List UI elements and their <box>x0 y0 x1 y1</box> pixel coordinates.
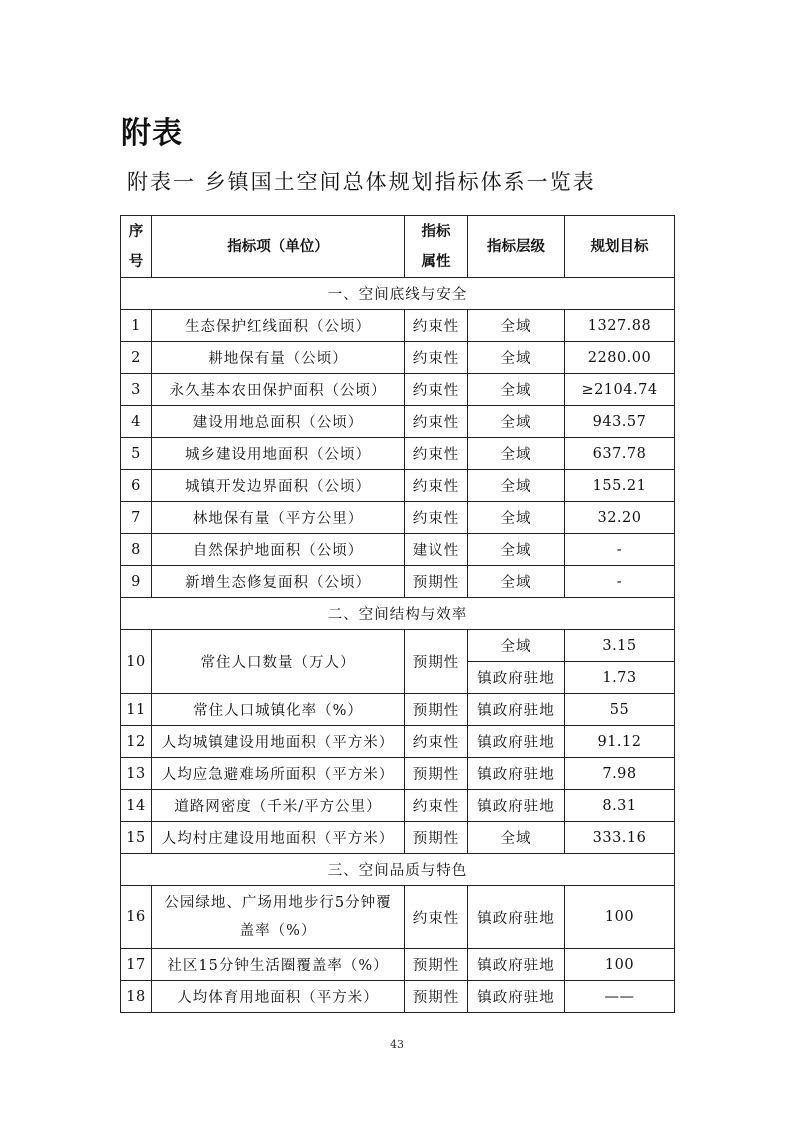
indicator-attr: 约束性 <box>405 790 468 822</box>
table-row <box>121 566 675 598</box>
row-number: 15 <box>121 822 152 854</box>
indicator-target: 2280.00 <box>565 342 675 374</box>
indicator-name: 社区15分钟生活圈覆盖率（%） <box>152 949 405 981</box>
indicator-attr: 预期性 <box>405 566 468 598</box>
indicator-attr: 预期性 <box>405 981 468 1013</box>
table-title: 附表一 乡镇国土空间总体规划指标体系一览表 <box>127 170 596 194</box>
indicator-target: 155.21 <box>565 470 675 502</box>
indicator-attr: 约束性 <box>405 470 468 502</box>
row-number: 5 <box>121 438 152 470</box>
row-number: 4 <box>121 406 152 438</box>
row-number: 3 <box>121 374 152 406</box>
indicator-attr: 约束性 <box>405 374 468 406</box>
indicator-target: 100 <box>565 886 675 949</box>
indicator-level: 镇政府驻地 <box>468 662 565 694</box>
table-row <box>121 981 675 1013</box>
indicator-target: - <box>565 534 675 566</box>
indicator-attr: 约束性 <box>405 342 468 374</box>
indicator-level: 镇政府驻地 <box>468 886 565 949</box>
indicator-level: 全域 <box>468 406 565 438</box>
indicator-attr: 约束性 <box>405 406 468 438</box>
indicator-target: —— <box>565 981 675 1013</box>
indicator-name: 建设用地总面积（公顷） <box>152 406 405 438</box>
indicator-attr: 预期性 <box>405 758 468 790</box>
indicator-target: 91.12 <box>565 726 675 758</box>
indicator-level: 全域 <box>468 470 565 502</box>
col-header-level: 指标层级 <box>468 216 565 278</box>
table-row <box>121 630 675 662</box>
indicator-target: 8.31 <box>565 790 675 822</box>
table-row <box>121 310 675 342</box>
indicator-attr: 预期性 <box>405 822 468 854</box>
table-row <box>121 886 675 949</box>
indicator-name: 永久基本农田保护面积（公顷） <box>152 374 405 406</box>
row-number: 11 <box>121 694 152 726</box>
indicator-attr: 预期性 <box>405 694 468 726</box>
indicator-level: 全域 <box>468 502 565 534</box>
indicator-name-line2: 盖率（%） <box>239 923 317 939</box>
section-title: 三、空间品质与特色 <box>121 854 675 886</box>
row-number: 13 <box>121 758 152 790</box>
col-header-target: 规划目标 <box>565 216 675 278</box>
col-header-name: 指标项（单位） <box>152 216 405 278</box>
row-number: 18 <box>121 981 152 1013</box>
table-row <box>121 790 675 822</box>
row-number: 6 <box>121 470 152 502</box>
indicator-attr: 约束性 <box>405 726 468 758</box>
indicator-name: 新增生态修复面积（公顷） <box>152 566 405 598</box>
row-number: 1 <box>121 310 152 342</box>
page-number: 43 <box>390 1038 404 1051</box>
indicator-target: 637.78 <box>565 438 675 470</box>
indicator-name: 道路网密度（千米/平方公里） <box>152 790 405 822</box>
row-number: 16 <box>121 886 152 949</box>
row-number: 17 <box>121 949 152 981</box>
indicator-target: 943.57 <box>565 406 675 438</box>
indicator-name-line1: 公园绿地、广场用地步行5分钟覆 <box>164 895 392 911</box>
indicator-name: 生态保护红线面积（公顷） <box>152 310 405 342</box>
indicator-name: 人均城镇建设用地面积（平方米） <box>152 726 405 758</box>
indicator-name: 人均体育用地面积（平方米） <box>152 981 405 1013</box>
indicator-attr: 预期性 <box>405 630 468 694</box>
table-row <box>121 374 675 406</box>
row-number: 8 <box>121 534 152 566</box>
indicator-level: 镇政府驻地 <box>468 726 565 758</box>
table-row <box>121 406 675 438</box>
indicator-name: 自然保护地面积（公顷） <box>152 534 405 566</box>
table-row <box>121 342 675 374</box>
indicator-level: 镇政府驻地 <box>468 790 565 822</box>
row-number: 9 <box>121 566 152 598</box>
indicator-target: 7.98 <box>565 758 675 790</box>
col-header-attr: 指标 属性 <box>405 216 468 278</box>
indicator-level: 全域 <box>468 566 565 598</box>
table-row <box>121 438 675 470</box>
indicator-attr: 建议性 <box>405 534 468 566</box>
indicator-attr: 预期性 <box>405 949 468 981</box>
table-row <box>121 502 675 534</box>
indicator-level: 全域 <box>468 822 565 854</box>
indicator-target: 3.15 <box>565 630 675 662</box>
col-header-seq: 序 号 <box>121 216 152 278</box>
indicator-name: 常住人口数量（万人） <box>152 630 405 694</box>
indicator-level: 镇政府驻地 <box>468 949 565 981</box>
table-header-row <box>121 216 675 278</box>
indicator-level: 镇政府驻地 <box>468 694 565 726</box>
indicator-name <box>152 886 405 949</box>
table-row <box>121 949 675 981</box>
indicator-name: 常住人口城镇化率（%） <box>152 694 405 726</box>
indicator-target: ≥2104.74 <box>565 374 675 406</box>
row-number: 7 <box>121 502 152 534</box>
indicator-name: 城镇开发边界面积（公顷） <box>152 470 405 502</box>
section-row <box>121 854 675 886</box>
row-number: 12 <box>121 726 152 758</box>
indicator-target: 55 <box>565 694 675 726</box>
table-row <box>121 726 675 758</box>
section-title: 一、空间底线与安全 <box>121 278 675 310</box>
indicator-name: 林地保有量（平方公里） <box>152 502 405 534</box>
section-row <box>121 278 675 310</box>
indicator-level: 全域 <box>468 374 565 406</box>
indicator-name: 人均应急避难场所面积（平方米） <box>152 758 405 790</box>
indicator-attr: 约束性 <box>405 502 468 534</box>
indicator-name: 耕地保有量（公顷） <box>152 342 405 374</box>
row-number: 2 <box>121 342 152 374</box>
indicator-target: 1.73 <box>565 662 675 694</box>
section-row <box>121 598 675 630</box>
table-row <box>121 822 675 854</box>
indicator-target: 333.16 <box>565 822 675 854</box>
indicator-attr: 约束性 <box>405 886 468 949</box>
indicator-attr: 约束性 <box>405 310 468 342</box>
indicator-level: 全域 <box>468 534 565 566</box>
indicator-attr: 约束性 <box>405 438 468 470</box>
row-number: 14 <box>121 790 152 822</box>
indicator-table <box>120 215 675 1013</box>
table-row <box>121 470 675 502</box>
row-number: 10 <box>121 630 152 694</box>
indicator-level: 镇政府驻地 <box>468 758 565 790</box>
table-row <box>121 694 675 726</box>
indicator-target: 1327.88 <box>565 310 675 342</box>
page-heading: 附表 <box>121 116 183 151</box>
indicator-level: 全域 <box>468 438 565 470</box>
indicator-level: 镇政府驻地 <box>468 981 565 1013</box>
indicator-level: 全域 <box>468 310 565 342</box>
indicator-name: 城乡建设用地面积（公顷） <box>152 438 405 470</box>
indicator-target: - <box>565 566 675 598</box>
indicator-target: 32.20 <box>565 502 675 534</box>
indicator-level: 全域 <box>468 342 565 374</box>
table-row <box>121 758 675 790</box>
indicator-target: 100 <box>565 949 675 981</box>
section-title: 二、空间结构与效率 <box>121 598 675 630</box>
indicator-name: 人均村庄建设用地面积（平方米） <box>152 822 405 854</box>
indicator-level: 全域 <box>468 630 565 662</box>
table-row <box>121 534 675 566</box>
